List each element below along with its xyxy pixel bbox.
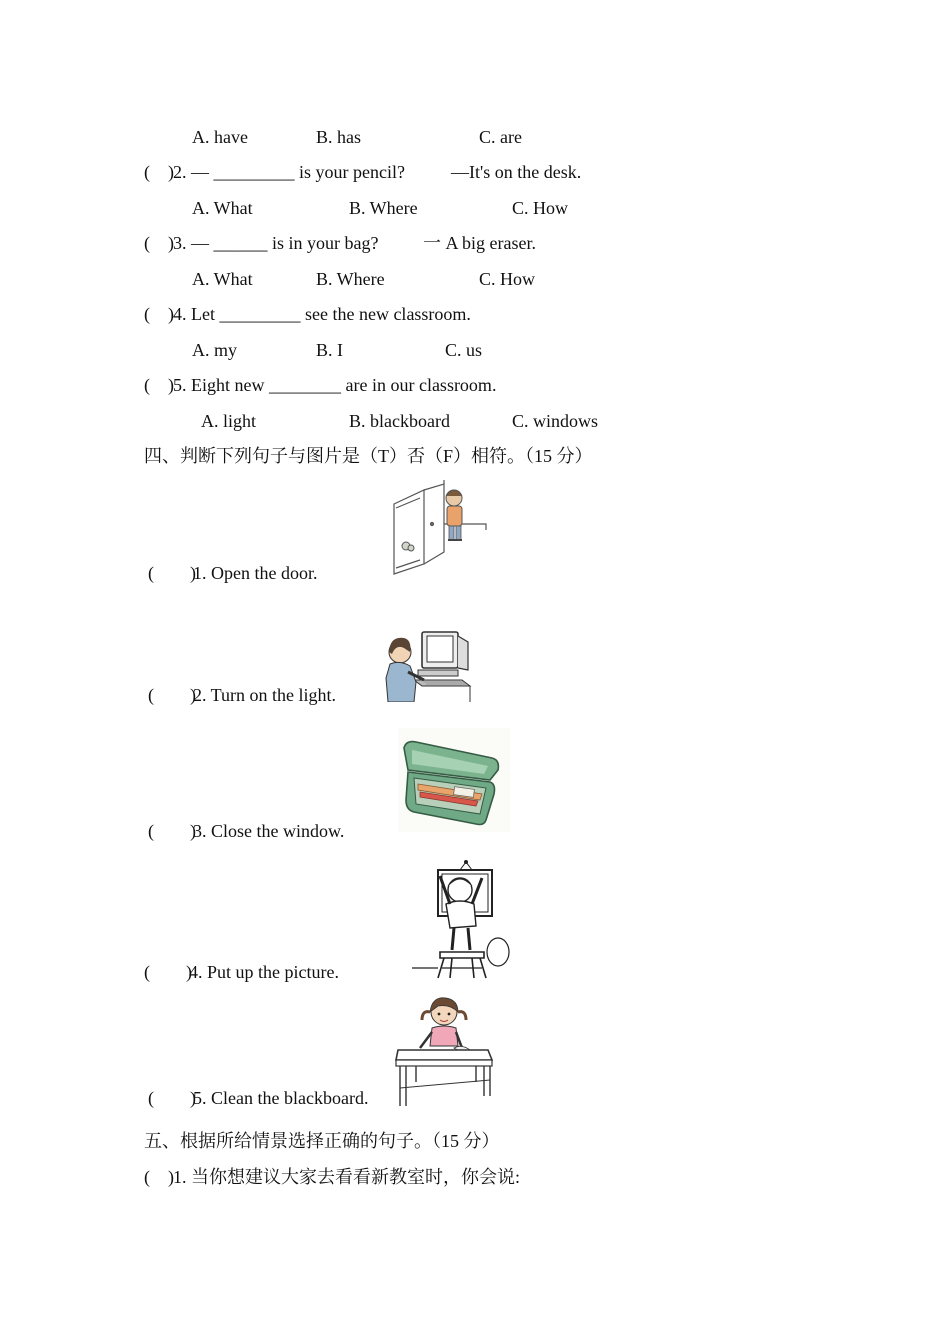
child-at-computer-picture xyxy=(384,630,476,702)
question-stem: 1. 当你想建议大家去看看新教室时，你会说: xyxy=(173,1167,520,1187)
girl-cleaning-desk-picture xyxy=(392,992,496,1108)
option-c: C. How xyxy=(512,198,569,218)
answer-blank-paren: ( ) xyxy=(144,1167,174,1187)
answer-blank-paren: ( ) xyxy=(144,304,174,324)
question-stem: 5. Eight new ________ are in our classroom. xyxy=(173,375,497,395)
option-a: A. What xyxy=(192,269,253,289)
option-b: B. Where xyxy=(316,269,385,289)
statement-text: 5. Clean the blackboard. xyxy=(193,1088,369,1108)
option-b: B. I xyxy=(316,340,343,360)
section-heading: 五、根据所给情景选择正确的句子。（15 分） xyxy=(144,1131,500,1151)
answer-blank-paren: ( ) xyxy=(148,821,196,841)
option-c: C. windows xyxy=(512,411,599,431)
question-stem: 4. Let _________ see the new classroom. xyxy=(173,304,471,324)
option-c: C. us xyxy=(445,340,483,360)
statement-text: 2. Turn on the light. xyxy=(193,685,337,705)
option-a: A. What xyxy=(192,198,253,218)
option-b: B. Where xyxy=(349,198,418,218)
answer-blank-paren: ( ) xyxy=(148,685,196,705)
boy-opening-door-picture xyxy=(388,478,492,576)
question-stem: 2. — _________ is your pencil? xyxy=(173,162,405,182)
question-stem: 3. — ______ is in your bag? xyxy=(173,233,379,253)
answer-blank-paren: ( ) xyxy=(148,563,196,583)
answer-blank-paren: ( ) xyxy=(148,1088,196,1108)
option-c: C. are xyxy=(479,127,522,147)
answer-blank-paren: ( ) xyxy=(144,162,174,182)
question-answer: —It's on the desk. xyxy=(451,162,582,182)
section-heading: 四、判断下列句子与图片是（T）否（F）相符。（15 分） xyxy=(144,446,593,466)
option-c: C. How xyxy=(479,269,536,289)
statement-text: 3. Close the window. xyxy=(193,821,345,841)
option-a: A. light xyxy=(201,411,257,431)
statement-text: 1. Open the door. xyxy=(193,563,318,583)
answer-blank-paren: ( ) xyxy=(144,233,174,253)
open-pencil-box-picture xyxy=(398,728,510,832)
option-a: A. have xyxy=(192,127,248,147)
statement-text: 4. Put up the picture. xyxy=(189,962,339,982)
boy-on-stool-picture xyxy=(410,856,514,980)
option-b: B. blackboard xyxy=(349,411,450,431)
option-b: B. has xyxy=(316,127,361,147)
option-a: A. my xyxy=(192,340,237,360)
answer-blank-paren: ( ) xyxy=(144,962,192,982)
answer-blank-paren: ( ) xyxy=(144,375,174,395)
question-answer: 一 A big eraser. xyxy=(423,233,536,253)
